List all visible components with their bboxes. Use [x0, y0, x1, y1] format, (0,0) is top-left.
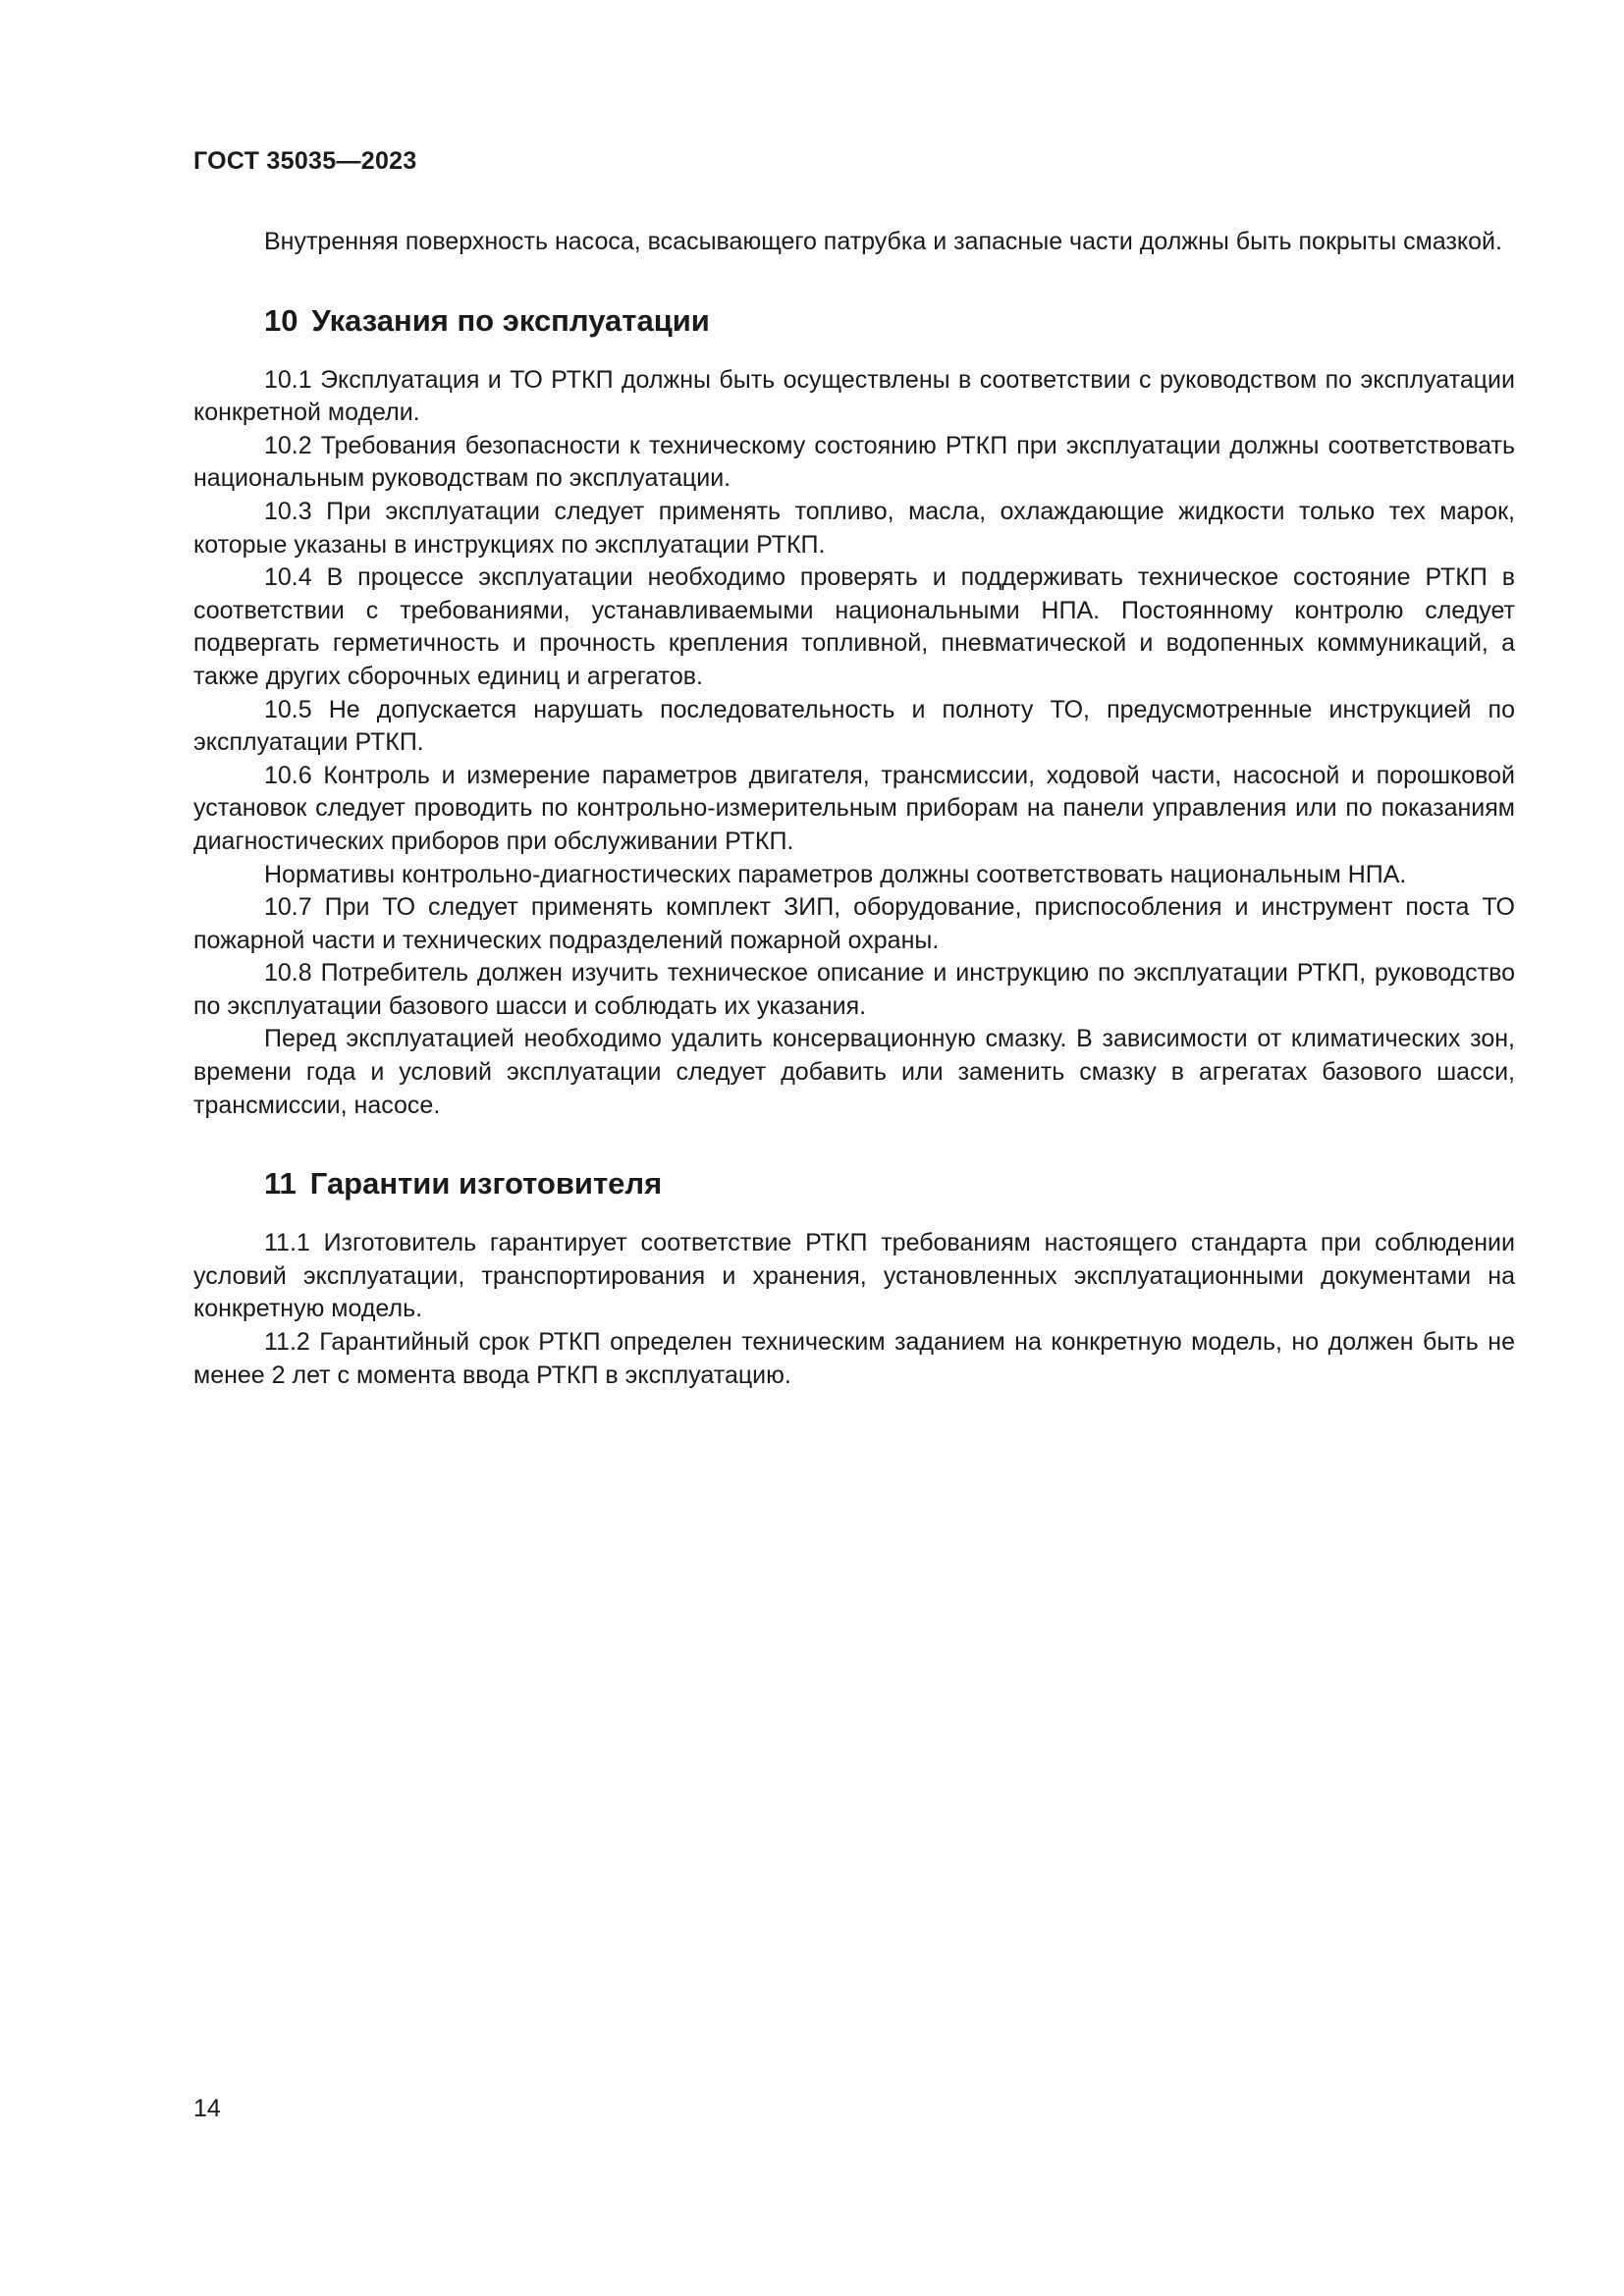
paragraph-10-6-norms: Нормативы контрольно-диагностических параметров должны соответствовать национальным НПА.	[264, 860, 1407, 888]
page-content	[193, 226, 1515, 1392]
paragraph-10-8-lubrication: Перед эксплуатацией необходимо удалить консервационную смазку. В зависимости от климатических зон, времени года и условий эксплуатации следует добавить или заменить смазку в агрегатах базового шасси, трансмиссии, насосе.	[193, 1025, 1515, 1119]
section-11-title: Гарантии изготовителя	[309, 1166, 663, 1201]
intro-paragraph: Внутренняя поверхность насоса, всасывающего патрубка и запасные части должны быть покрыты смазкой.	[264, 228, 1502, 255]
paragraph-10-6: 10.6 Контроль и измерение параметров двигателя, трансмиссии, ходовой части, насосной и порошковой установок следует проводить по контрольно-измерительным приборам на панели управления или по показаниям диагностических приборов при обслуживании РТКП.	[193, 761, 1515, 855]
paragraph-10-2: 10.2 Требования безопасности к техническому состоянию РТКП при эксплуатации должны соответствовать национальным руководствам по эксплуатации.	[193, 431, 1515, 493]
section-11-heading	[264, 1165, 1515, 1202]
paragraph-11-2: 11.2 Гарантийный срок РТКП определен техническим заданием на конкретную модель, но должен быть не менее 2 лет с момента ввода РТКП в эксплуатацию.	[193, 1328, 1515, 1389]
paragraph-11-1: 11.1 Изготовитель гарантирует соответствие РТКП требованиям настоящего стандарта при соблюдении условий эксплуатации, транспортирования и хранения, установленных эксплуатационными документами на конкретную модель.	[193, 1229, 1515, 1323]
section-10-heading	[264, 302, 1515, 340]
document-code-header: ГОСТ 35035—2023	[193, 147, 417, 175]
paragraph-10-8: 10.8 Потребитель должен изучить техническое описание и инструкцию по эксплуатации РТКП, руководство по эксплуатации базового шасси и соблюдать их указания.	[193, 959, 1515, 1020]
paragraph-10-1: 10.1 Эксплуатация и ТО РТКП должны быть осуществлены в соответствии с руководством по эксплуатации конкретной модели.	[193, 365, 1515, 427]
paragraph-10-3: 10.3 При эксплуатации следует применять топливо, масла, охлаждающие жидкости только тех марок, которые указаны в инструкциях по эксплуатации РТКП.	[193, 497, 1515, 559]
paragraph-10-7: 10.7 При ТО следует применять комплект ЗИП, оборудование, приспособления и инструмент поста ТО пожарной части и технических подразделений пожарной охраны.	[193, 893, 1515, 954]
paragraph-10-4: 10.4 В процессе эксплуатации необходимо проверять и поддерживать техническое состояние РТКП в соответствии с требованиями, устанавливаемыми национальными НПА. Постоянному контролю следует подвергать герметичность и прочность крепления топливной, пневматической и водопенных коммуникаций, а также других сборочных единиц и агрегатов.	[193, 563, 1515, 690]
paragraph-10-5: 10.5 Не допускается нарушать последовательность и полноту ТО, предусмотренные инструкцией по эксплуатации РТКП.	[193, 695, 1515, 757]
section-10-title: Указания по эксплуатации	[311, 302, 710, 338]
section-11-number: 11	[264, 1166, 297, 1201]
page-number: 14	[193, 2095, 221, 2122]
section-10-number: 10	[264, 302, 298, 338]
